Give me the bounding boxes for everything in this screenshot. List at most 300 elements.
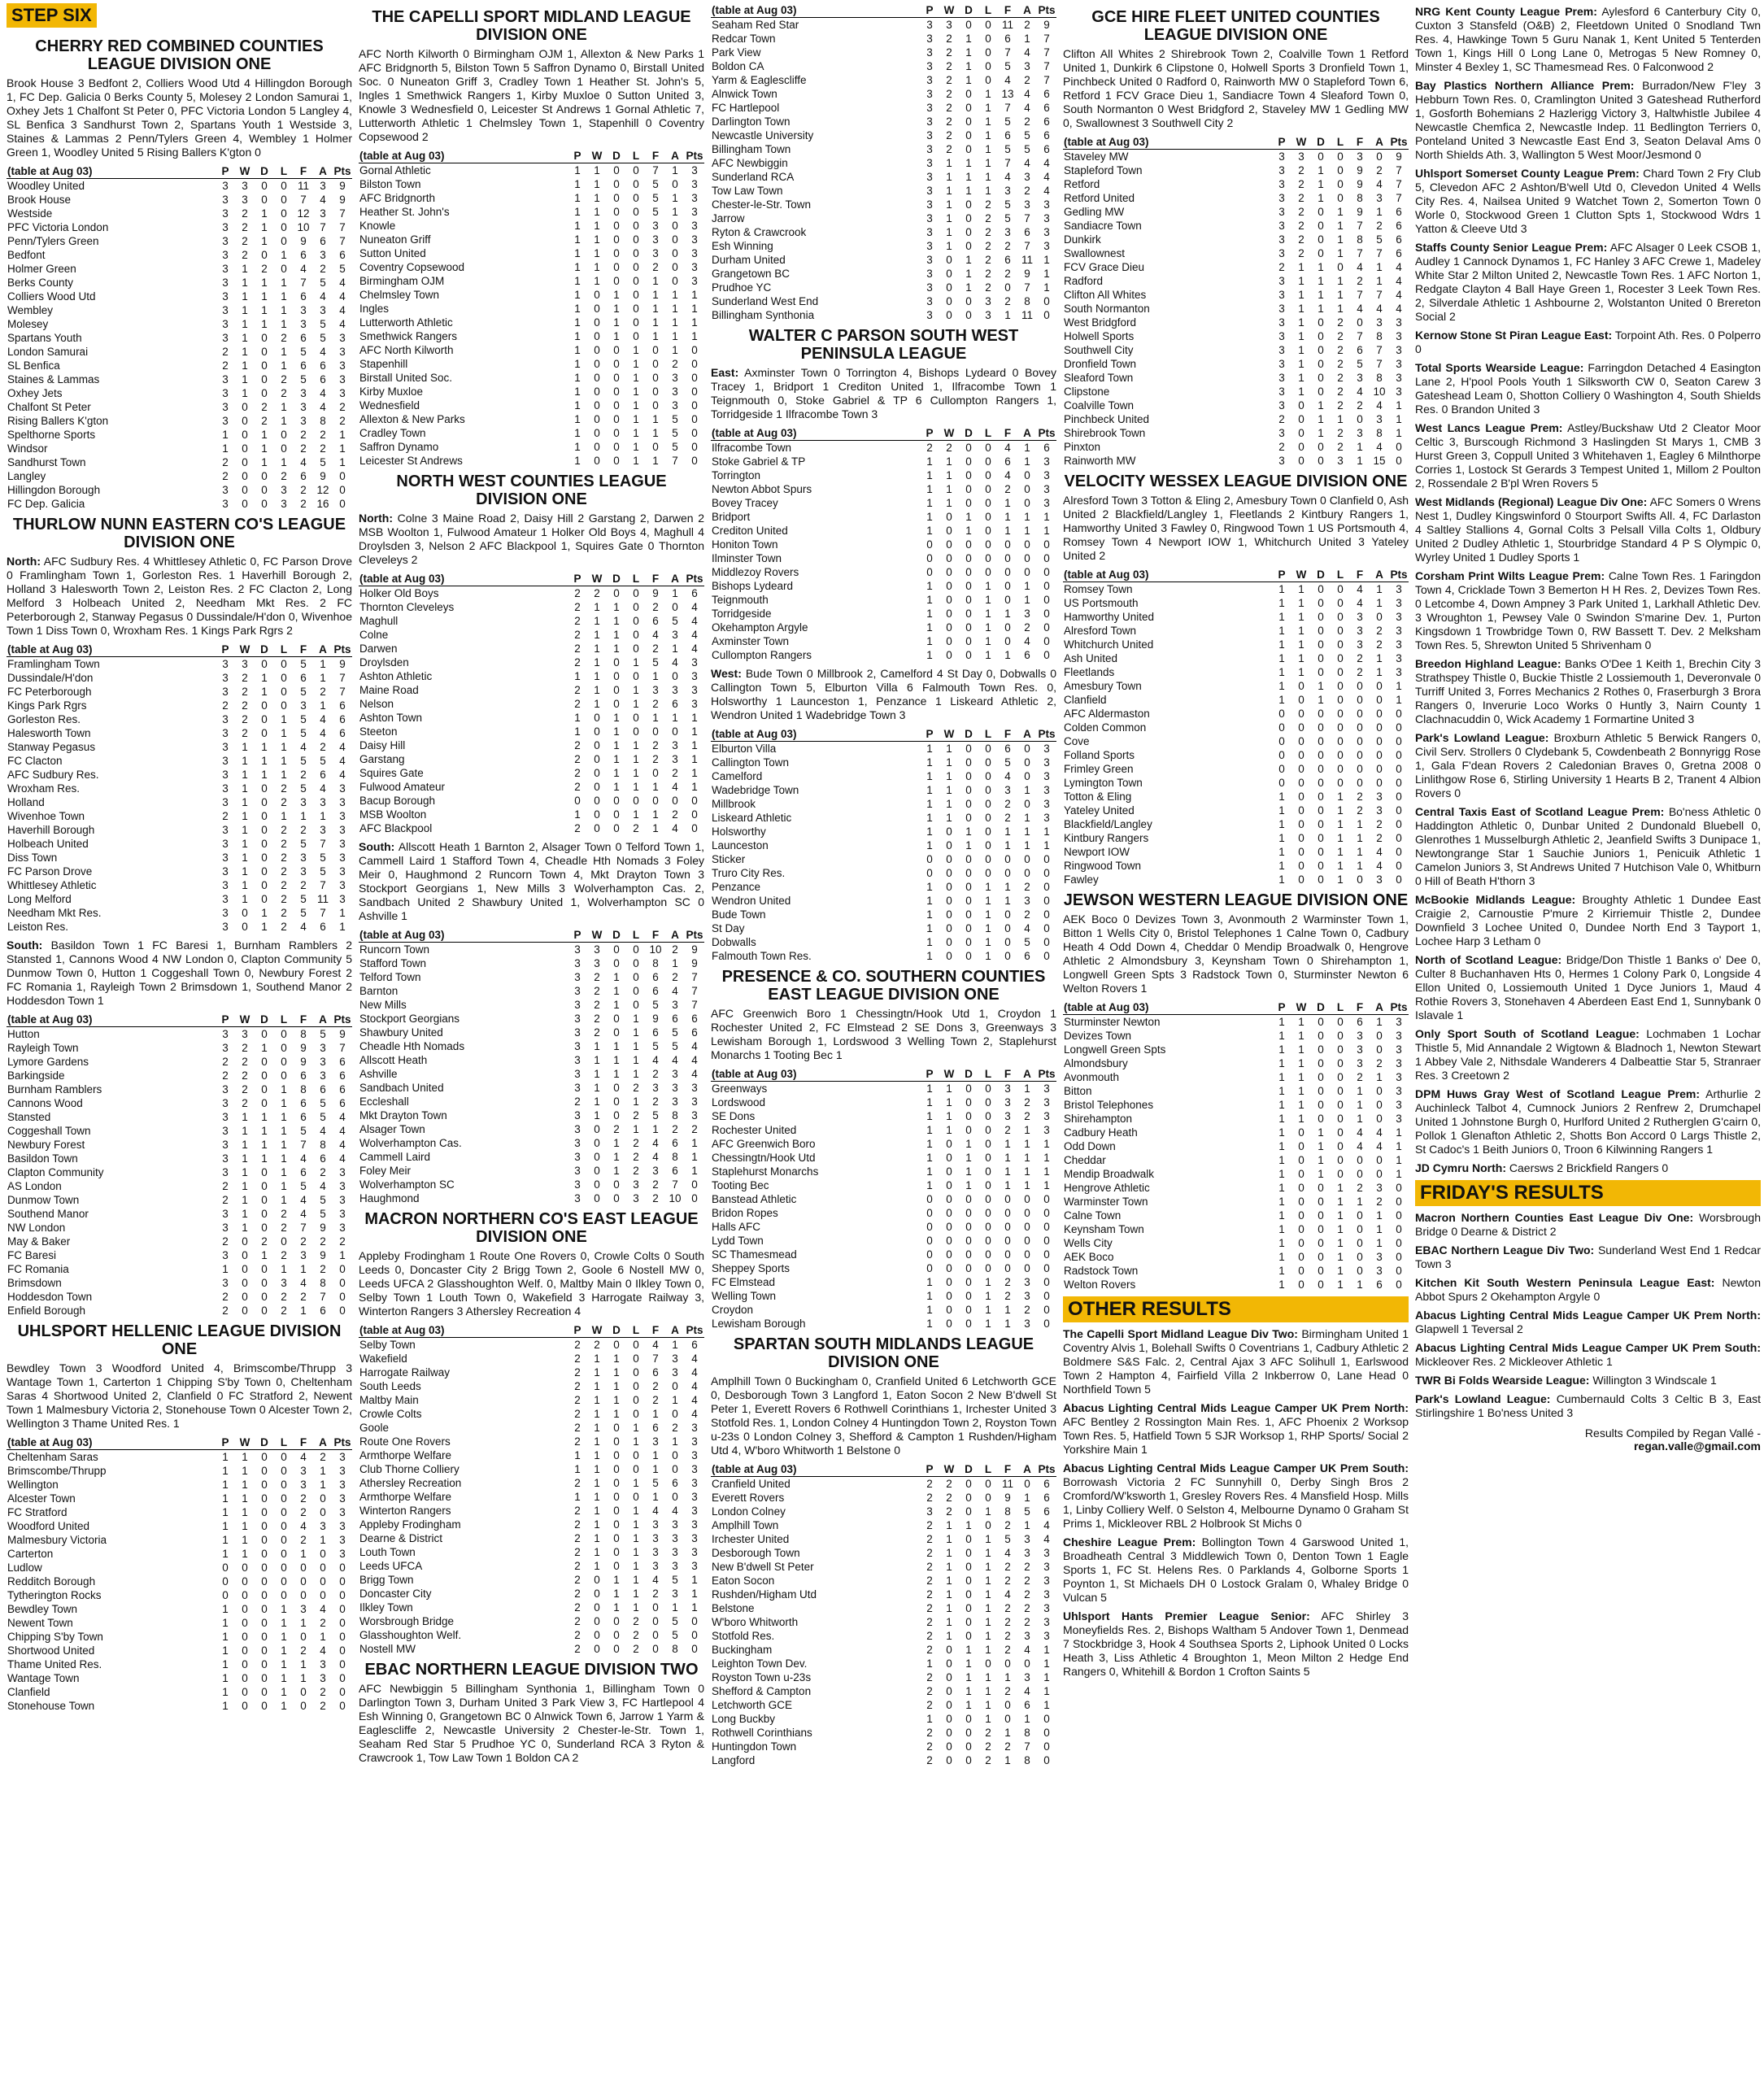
stat-cell: 1 (1376, 666, 1383, 678)
table-row (711, 579, 1056, 593)
table-row (7, 1519, 352, 1533)
team-name: Doncaster City (359, 1588, 432, 1600)
team-name: Ash United (1064, 652, 1118, 664)
stat-cell: 0 (1337, 735, 1344, 747)
team-name: Sheppey Sports (712, 1262, 791, 1274)
stat-cell: 5 (300, 838, 307, 850)
stat-cell: 3 (320, 796, 326, 808)
stat-cell: 0 (946, 1276, 952, 1288)
team-name: Lymington Town (1064, 777, 1143, 789)
table-row (711, 294, 1056, 308)
stat-cell: 1 (300, 1617, 307, 1629)
stat-cell: 3 (222, 782, 229, 795)
stat-cell: 1 (1004, 309, 1011, 321)
team-name: Tooting Bec (712, 1179, 769, 1191)
table-row (1063, 205, 1409, 219)
stat-cell: 0 (339, 1575, 346, 1588)
stat-cell: 1 (613, 330, 620, 342)
stat-cell: 4 (320, 290, 326, 303)
stat-cell: 2 (300, 824, 307, 836)
stat-cell: 3 (1004, 226, 1011, 238)
stat-cell: 2 (261, 263, 268, 275)
stat-cell: 0 (613, 206, 620, 218)
stat-cell: 0 (965, 608, 972, 620)
table-header-cell: F (646, 928, 665, 943)
stat-cell: 1 (1278, 1278, 1285, 1291)
stat-cell: 3 (339, 1465, 346, 1477)
table-row (1063, 1070, 1409, 1084)
stat-cell: 3 (574, 1178, 581, 1191)
table-row (711, 239, 1056, 253)
stat-cell: 0 (594, 289, 600, 301)
stat-cell: 1 (594, 1109, 600, 1122)
stat-cell: 2 (1024, 185, 1030, 197)
stat-cell: 0 (1357, 316, 1363, 329)
stat-cell: 1 (574, 399, 581, 412)
stat-cell: 1 (242, 277, 248, 289)
table-header-cell: Pts (1390, 136, 1408, 148)
stat-cell: 0 (594, 316, 600, 329)
stat-cell: 2 (281, 1249, 287, 1261)
stat-cell: 0 (613, 1013, 620, 1025)
stat-cell: 9 (339, 1028, 346, 1040)
table-header-cell: P (1272, 568, 1291, 582)
stat-cell: 1 (594, 642, 600, 655)
stat-cell: 2 (574, 629, 581, 641)
section-lead: TWR Bi Folds Wearside League: (1415, 1374, 1590, 1387)
table-row (359, 1012, 704, 1026)
stat-cell: 3 (691, 684, 698, 696)
stat-cell: 1 (946, 798, 952, 810)
stat-cell: 9 (652, 587, 659, 599)
stat-cell: 0 (1043, 1318, 1050, 1330)
stat-cell: 5 (320, 865, 326, 878)
stat-cell: 1 (965, 1657, 972, 1670)
team-name: FC Stratford (7, 1506, 68, 1518)
stat-cell: 2 (242, 686, 248, 698)
team-name: Coggeshall Town (7, 1125, 91, 1137)
league-table (711, 1462, 1056, 1767)
stat-cell: 6 (691, 1013, 698, 1025)
team-name: Tytherington Rocks (7, 1589, 102, 1601)
stat-cell: 0 (1376, 1030, 1383, 1042)
stat-cell: 1 (1337, 1196, 1344, 1208)
stat-cell: 1 (985, 950, 991, 962)
stat-cell: 2 (574, 822, 581, 834)
stat-cell: 0 (1004, 1657, 1011, 1670)
stat-cell: 0 (261, 865, 268, 878)
stat-cell: 2 (574, 698, 581, 710)
stat-cell: 1 (320, 658, 326, 670)
table-row (7, 1055, 352, 1069)
stat-cell: 0 (1318, 846, 1324, 858)
team-name: Nuneaton Griff (359, 233, 431, 246)
stat-cell: 2 (300, 429, 307, 441)
stat-cell: 6 (691, 587, 698, 599)
stat-cell: 2 (1004, 1616, 1011, 1628)
table-row (359, 1150, 704, 1164)
stat-cell: 0 (320, 1589, 326, 1601)
table-row (359, 426, 704, 440)
stat-cell: 1 (261, 304, 268, 316)
stat-cell: 3 (222, 235, 229, 247)
team-name: Thame United Res. (7, 1658, 102, 1670)
stat-cell: 1 (1024, 825, 1030, 838)
stat-cell: 5 (1357, 358, 1363, 370)
table-row (7, 1152, 352, 1165)
stat-cell: 0 (672, 220, 678, 232)
stat-cell: 0 (946, 1740, 952, 1753)
stat-cell: 0 (1043, 853, 1050, 865)
stat-cell: 2 (1357, 275, 1363, 287)
stat-cell: 0 (691, 358, 698, 370)
stat-cell: 1 (985, 594, 991, 606)
table-row (359, 1559, 704, 1573)
team-name: Heather St. John's (359, 206, 450, 218)
stat-cell: 0 (281, 1534, 287, 1546)
team-name: Torridgeside (712, 608, 772, 620)
team-name: Worsbrough Bridge (359, 1615, 455, 1627)
stat-cell: 1 (242, 782, 248, 795)
team-name: AFC Aldermaston (1064, 708, 1150, 720)
stat-cell: 1 (261, 207, 268, 220)
stat-cell: 1 (946, 455, 952, 468)
stat-cell: 1 (339, 1249, 346, 1261)
team-name: Ashville (359, 1068, 398, 1080)
stat-cell: 0 (1376, 721, 1383, 734)
section-lead: McBookie Midlands League: (1415, 893, 1576, 906)
stat-cell: 1 (1318, 1154, 1324, 1166)
stat-cell: 0 (1318, 1278, 1324, 1291)
stat-cell: 7 (339, 207, 346, 220)
stat-cell: 2 (242, 249, 248, 261)
team-name: Shawbury United (359, 1026, 443, 1039)
stat-cell: 1 (594, 275, 600, 287)
stat-cell: 3 (222, 727, 229, 739)
stat-cell: 0 (613, 1449, 620, 1461)
stat-cell: 0 (1004, 867, 1011, 879)
stat-cell: 2 (242, 1069, 248, 1082)
stat-cell: 1 (594, 1380, 600, 1392)
stat-cell: 1 (261, 741, 268, 753)
league-title: CHERRY RED COMBINED COUNTIES LEAGUE DIVISION ONE (35, 37, 324, 73)
stat-cell: 1 (965, 1671, 972, 1683)
table-row (359, 1545, 704, 1559)
stat-cell: 0 (1004, 621, 1011, 634)
stat-cell: 6 (691, 1026, 698, 1039)
stat-cell: 0 (633, 795, 639, 807)
stat-cell: 6 (672, 1165, 678, 1177)
stat-cell: 1 (691, 767, 698, 779)
stat-cell: 0 (652, 795, 659, 807)
stat-cell: 1 (1337, 413, 1344, 425)
table-row (711, 1698, 1056, 1712)
stat-cell: 1 (594, 1082, 600, 1094)
table-header-cell: L (274, 1435, 294, 1450)
table-header-cell: A (665, 149, 685, 163)
stat-cell: 1 (1337, 1209, 1344, 1222)
stat-cell: 2 (1376, 220, 1383, 232)
table-header-cell: D (607, 149, 626, 163)
table-row (359, 956, 704, 970)
table-row (7, 1221, 352, 1235)
stat-cell: 1 (281, 810, 287, 822)
stat-cell: 1 (1337, 233, 1344, 246)
table-header-cell: A (1017, 426, 1037, 441)
stat-cell: 3 (222, 1166, 229, 1178)
stat-cell: 4 (339, 769, 346, 781)
table-header-cell: W (939, 426, 959, 441)
stat-cell: 4 (652, 1339, 659, 1351)
stat-cell: 7 (1004, 102, 1011, 114)
stat-cell: 3 (300, 699, 307, 712)
table-row (7, 193, 352, 207)
stat-cell: 3 (691, 656, 698, 669)
stat-cell: 1 (242, 1465, 248, 1477)
table-row (711, 73, 1056, 87)
stat-cell: 1 (613, 712, 620, 724)
stat-cell: 0 (1024, 566, 1030, 578)
stat-cell: 1 (1024, 1519, 1030, 1531)
team-name: Rothwell Corinthians (712, 1727, 812, 1739)
stat-cell: 3 (1024, 60, 1030, 72)
stat-cell: 0 (946, 895, 952, 907)
stat-cell: 3 (1043, 784, 1050, 796)
stat-cell: 9 (300, 1042, 307, 1054)
league-table (1063, 135, 1409, 468)
stat-cell: 1 (613, 1601, 620, 1614)
table-row (1063, 776, 1409, 790)
team-name: Yarm & Eaglescliffe (712, 74, 807, 86)
stat-cell: 0 (594, 1615, 600, 1627)
stat-cell: 0 (261, 1465, 268, 1477)
stat-cell: 0 (965, 442, 972, 454)
stat-cell: 1 (574, 427, 581, 439)
stat-cell: 1 (633, 1026, 639, 1039)
stat-cell: 0 (1396, 441, 1402, 453)
table-row (359, 177, 704, 191)
team-name: Kings Park Rgrs (7, 699, 87, 712)
table-row (711, 468, 1056, 482)
stat-cell: 0 (1337, 583, 1344, 595)
stat-cell: 0 (1318, 455, 1324, 467)
stat-cell: 3 (1043, 1124, 1050, 1136)
stat-cell: 3 (1278, 372, 1285, 384)
stat-cell: 1 (281, 1686, 287, 1698)
stat-cell: 2 (261, 415, 268, 427)
stat-cell: 0 (1024, 469, 1030, 481)
table-header-cell: F (998, 1462, 1017, 1477)
stat-cell: 1 (652, 316, 659, 329)
team-name: Barkingside (7, 1069, 65, 1082)
stat-cell: 0 (1318, 220, 1324, 232)
stat-cell: 3 (1396, 597, 1402, 609)
stat-cell: 0 (1024, 497, 1030, 509)
stat-cell: 0 (1396, 1265, 1402, 1277)
stat-cell: 0 (261, 838, 268, 850)
stat-cell: 0 (672, 178, 678, 190)
stat-cell: 3 (320, 1042, 326, 1054)
stat-cell: 4 (1004, 469, 1011, 481)
table-header-cell: P (920, 727, 939, 742)
stat-cell: 0 (985, 1096, 991, 1109)
stat-cell: 7 (1004, 157, 1011, 169)
stat-cell: 1 (946, 1561, 952, 1573)
stat-cell: 4 (652, 1151, 659, 1163)
stat-cell: 0 (1357, 708, 1363, 720)
team-name: Billingham Town (712, 143, 791, 155)
table-row (359, 683, 704, 697)
stat-cell: 1 (926, 608, 933, 620)
stat-cell: 0 (281, 1028, 287, 1040)
stat-cell: 0 (965, 784, 972, 796)
stat-cell: 3 (672, 1518, 678, 1531)
stat-cell: 0 (261, 1208, 268, 1220)
stat-cell: 4 (1024, 46, 1030, 59)
stat-cell: 1 (1376, 1237, 1383, 1249)
stat-cell: 2 (633, 1151, 639, 1163)
stat-cell: 4 (300, 1152, 307, 1165)
stat-cell: 3 (300, 304, 307, 316)
stat-cell: 3 (281, 1277, 287, 1289)
table-header-cell: F (646, 149, 665, 163)
table-row (1063, 343, 1409, 357)
team-name: Cranfield United (712, 1478, 791, 1490)
stat-cell: 3 (339, 387, 346, 399)
table-row (7, 1304, 352, 1318)
stat-cell: 0 (1337, 164, 1344, 176)
table-row (359, 1338, 704, 1352)
stat-cell: 1 (1004, 1304, 1011, 1316)
stat-cell: 1 (1357, 1085, 1363, 1097)
stat-cell: 0 (1298, 1251, 1304, 1263)
table-row (711, 156, 1056, 170)
stat-cell: 1 (222, 1700, 229, 1712)
stat-cell: 1 (985, 1602, 991, 1614)
table-row (7, 1602, 352, 1616)
results-text (1415, 1309, 1761, 1336)
team-name: Wivenhoe Town (7, 810, 85, 822)
table-row (711, 1532, 1056, 1546)
results-text (1415, 421, 1761, 490)
stat-cell: 0 (1357, 1154, 1363, 1166)
stat-cell: 1 (1396, 1154, 1402, 1166)
stat-cell: 3 (1024, 1290, 1030, 1302)
table-row (7, 303, 352, 317)
table-row (711, 1317, 1056, 1331)
team-name: Alnwick Town (712, 88, 777, 100)
stat-cell: 2 (320, 1166, 326, 1178)
stat-cell: 0 (965, 1248, 972, 1261)
stat-cell: 3 (281, 484, 287, 496)
stat-cell: 1 (633, 698, 639, 710)
stat-cell: 1 (1298, 358, 1304, 370)
stat-cell: 0 (1298, 427, 1304, 439)
team-name: Hamworthy United (1064, 611, 1155, 623)
stat-cell: 3 (1043, 1616, 1050, 1628)
stat-cell: 0 (633, 247, 639, 259)
stat-cell: 3 (652, 1518, 659, 1531)
table-row (711, 1477, 1056, 1492)
stat-cell: 2 (594, 587, 600, 599)
stat-cell: 0 (985, 1082, 991, 1095)
stat-cell: 0 (672, 1491, 678, 1503)
stat-cell: 1 (965, 839, 972, 852)
stat-cell: 2 (222, 810, 229, 822)
stat-cell: 2 (1004, 812, 1011, 824)
team-name: Leiston Res. (7, 921, 69, 933)
stat-cell: 2 (633, 822, 639, 834)
team-name: Billingham Synthonia (712, 309, 815, 321)
team-name: Allexton & New Parks (359, 413, 465, 425)
team-name: NW London (7, 1222, 66, 1234)
stat-cell: 5 (1024, 1505, 1030, 1518)
stat-cell: 0 (946, 839, 952, 852)
team-name: Ilkley Town (359, 1601, 413, 1614)
stat-cell: 2 (574, 1560, 581, 1572)
stat-cell: 0 (1376, 1168, 1383, 1180)
table-header-cell: Pts (686, 150, 703, 162)
table-header-cell: L (626, 928, 646, 943)
stat-cell: 1 (652, 330, 659, 342)
stat-cell: 2 (1357, 1071, 1363, 1083)
stat-cell: 3 (574, 1026, 581, 1039)
stat-cell: 0 (594, 1601, 600, 1614)
stat-cell: 2 (926, 1671, 933, 1683)
stat-cell: 6 (1024, 950, 1030, 962)
stat-cell: 2 (652, 601, 659, 613)
table-row (359, 1039, 704, 1053)
section-lead: East: (711, 366, 739, 379)
stat-cell: 0 (242, 1686, 248, 1698)
team-name: Grangetown BC (712, 268, 791, 280)
stat-cell: 2 (1337, 427, 1344, 439)
stat-cell: 0 (594, 344, 600, 356)
team-name: Coventry Copsewood (359, 261, 465, 273)
table-row (711, 1657, 1056, 1670)
stat-cell: 0 (652, 372, 659, 384)
table-row (711, 281, 1056, 294)
table-row (1063, 721, 1409, 734)
table-row (359, 586, 704, 601)
stat-cell: 0 (965, 1276, 972, 1288)
stat-cell: 7 (320, 838, 326, 850)
table-row (359, 780, 704, 794)
stat-cell: 0 (613, 656, 620, 669)
table-row (359, 343, 704, 357)
stat-cell: 0 (261, 1097, 268, 1109)
stat-cell: 3 (574, 985, 581, 997)
table-row (359, 1352, 704, 1365)
stat-cell: 1 (691, 330, 698, 342)
stat-cell: 1 (985, 88, 991, 100)
stat-cell: 0 (633, 999, 639, 1011)
stat-cell: 1 (613, 629, 620, 641)
stat-cell: 1 (1298, 625, 1304, 637)
stat-cell: 0 (613, 1532, 620, 1544)
table-row (711, 267, 1056, 281)
stat-cell: 0 (261, 180, 268, 192)
stat-cell: 1 (1357, 1113, 1363, 1125)
stat-cell: 0 (1004, 1248, 1011, 1261)
stat-cell: 6 (1024, 226, 1030, 238)
stat-cell: 1 (1337, 275, 1344, 287)
stat-cell: 0 (1004, 922, 1011, 934)
stat-cell: 0 (1337, 694, 1344, 706)
stat-cell: 3 (672, 385, 678, 398)
stat-cell: 0 (1024, 1221, 1030, 1233)
stat-cell: 0 (1318, 1057, 1324, 1069)
